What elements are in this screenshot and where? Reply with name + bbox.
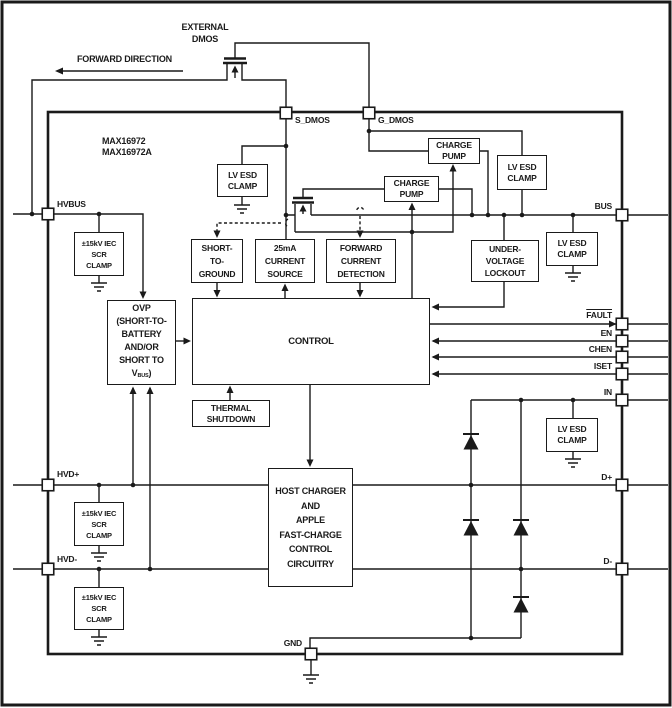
block-thermal-shutdown: THERMAL SHUTDOWN <box>192 400 270 427</box>
block-ovp: OVP (SHORT-TO- BATTERY AND/OR SHORT TO VBUS) <box>107 300 176 385</box>
pin-hvbus <box>42 208 54 220</box>
pin-iset <box>616 368 628 380</box>
wire-diode-gnd-return <box>310 638 521 648</box>
block-short-to-ground: SHORT- TO- GROUND <box>191 239 243 283</box>
diode-dminus-upper <box>513 520 529 536</box>
ground-esd-in-icon <box>565 452 581 467</box>
block-host-charger: HOST CHARGER AND APPLE FAST-CHARGE CONTROL CIRCUITRY <box>268 468 353 587</box>
block-scr-clamp-hvd-minus: ±15kV IEC SCR CLAMP <box>74 587 124 630</box>
block-scr-clamp-hvd-plus: ±15kV IEC SCR CLAMP <box>74 502 124 546</box>
block-lv-esd-clamp-in: LV ESD CLAMP <box>546 418 598 452</box>
vbus-subscript-line: VBUS) <box>131 368 152 379</box>
pin-label-hvbus: HVBUS <box>57 199 86 209</box>
block-charge-pump-lower: CHARGE PUMP <box>384 176 439 202</box>
pin-d-minus <box>616 563 628 575</box>
pin-label-en: EN <box>600 328 612 338</box>
block-lv-esd-clamp-bus: LV ESD CLAMP <box>546 232 598 266</box>
block-forward-current-detection: FORWARD CURRENT DETECTION <box>326 239 396 283</box>
pin-in <box>616 394 628 406</box>
block-lv-esd-clamp-sdmos: LV ESD CLAMP <box>217 164 268 197</box>
pin-gnd <box>305 648 317 660</box>
pin-label-s-dmos: S_DMOS <box>295 115 330 125</box>
block-lv-esd-clamp-gdmos: LV ESD CLAMP <box>497 155 547 190</box>
pin-label-hvd-minus: HVD- <box>57 554 77 564</box>
block-charge-pump-top: CHARGE PUMP <box>428 138 480 164</box>
block-control: CONTROL <box>192 298 430 385</box>
pin-label-iset: ISET <box>593 361 612 371</box>
wire-forward-detect-sense <box>356 207 363 232</box>
external-dmos-label: EXTERNAL DMOS <box>181 22 229 44</box>
wire-charge-pump-lower-right <box>439 189 472 215</box>
ground-esd-bus-icon <box>565 266 581 281</box>
ground-scr-hvbus-icon <box>91 276 107 291</box>
diode-in-dplus <box>463 434 479 450</box>
pin-s-dmos <box>280 107 292 119</box>
forward-direction-label: FORWARD DIRECTION <box>77 54 172 64</box>
block-undervoltage-lockout: UNDER- VOLTAGE LOCKOUT <box>471 240 539 282</box>
pin-label-hvd-plus: HVD+ <box>57 469 80 479</box>
diode-dplus-lower <box>463 520 479 536</box>
pin-label-in: IN <box>603 387 612 397</box>
pin-label-d-plus: D+ <box>601 472 612 482</box>
pin-d-plus <box>616 479 628 491</box>
diode-dminus-lower <box>513 597 529 613</box>
pin-label-chen: CHEN <box>588 344 612 354</box>
pin-label-bus: BUS <box>594 201 612 211</box>
part-number-label: MAX16972 MAX16972A <box>102 136 152 157</box>
pin-bus <box>616 209 628 221</box>
ground-scr-hvdminus-icon <box>91 630 107 645</box>
block-scr-clamp-hvbus: ±15kV IEC SCR CLAMP <box>74 232 124 276</box>
pin-g-dmos <box>363 107 375 119</box>
pin-hvd-minus <box>42 563 54 575</box>
block-current-source: 25mA CURRENT SOURCE <box>255 239 315 283</box>
pin-chen <box>616 351 628 363</box>
wire-sdmos <box>242 64 286 239</box>
pin-label-gnd: GND <box>283 638 302 648</box>
ground-scr-hvdplus-icon <box>91 546 107 561</box>
ground-esd-sdmos-icon <box>234 197 250 213</box>
pin-en <box>616 335 628 347</box>
pin-hvd-plus <box>42 479 54 491</box>
pin-label-g-dmos: G_DMOS <box>378 115 414 125</box>
ground-gnd-pin-icon <box>303 660 319 683</box>
wire-hvd-to-ovp <box>133 388 150 569</box>
pin-label-fault: FAULT <box>586 310 612 320</box>
pin-label-d-minus: D- <box>603 556 612 566</box>
pin-fault <box>616 318 628 330</box>
wire-short-to-ground-sense <box>217 219 288 232</box>
wire-internal-gate <box>303 189 384 198</box>
wire-charge-pump-top-right <box>480 151 488 215</box>
